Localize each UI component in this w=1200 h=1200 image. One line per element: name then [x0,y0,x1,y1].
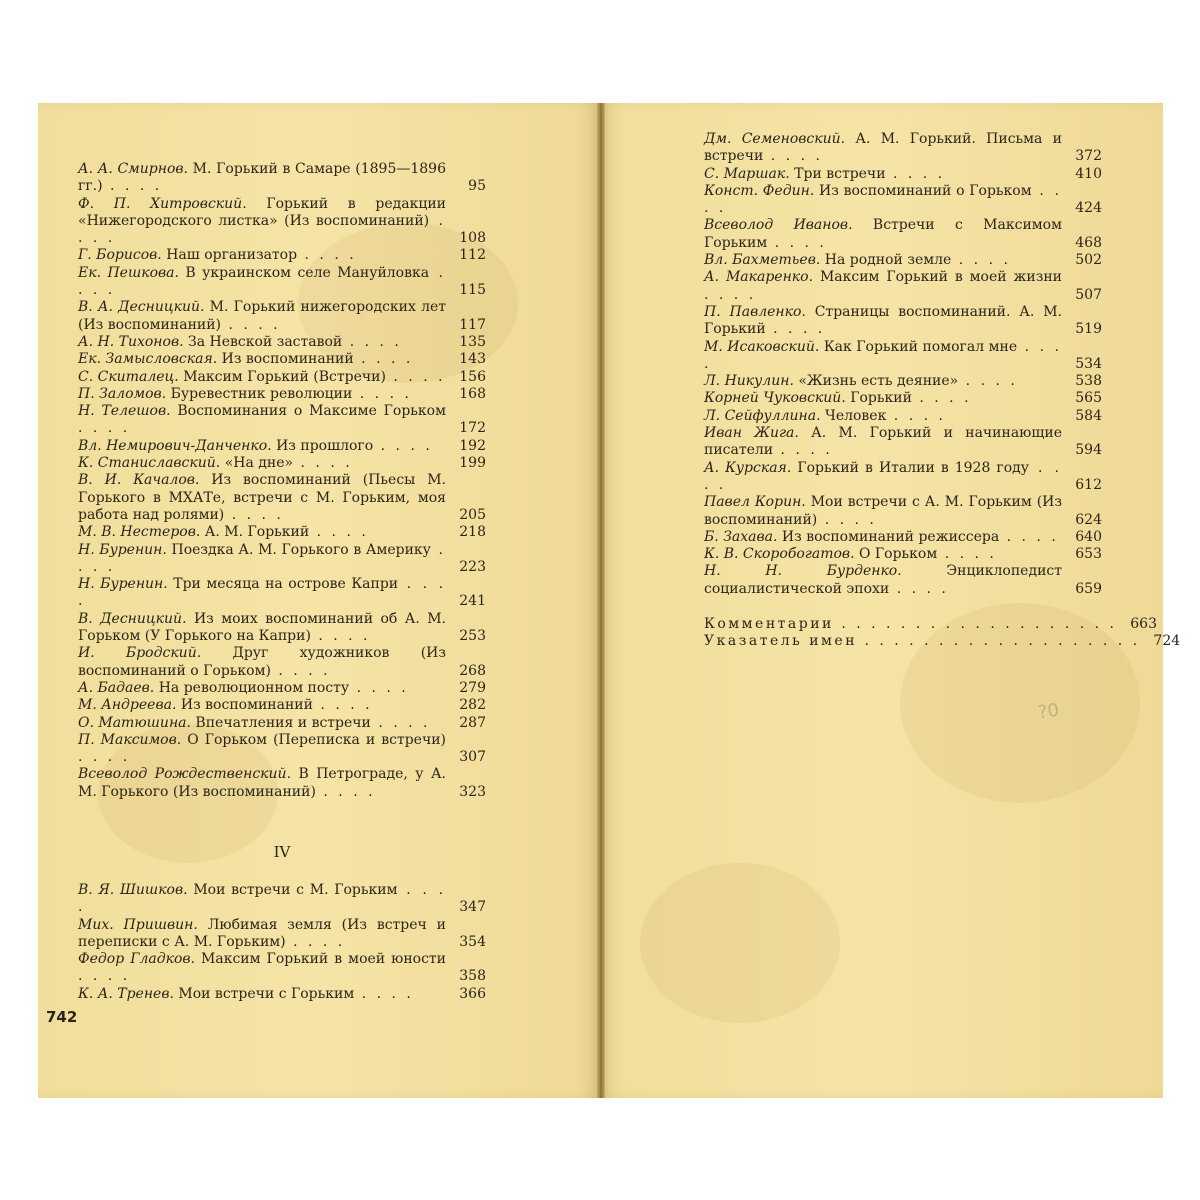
entry-text [78,645,446,680]
leader-dots: . . . . [385,368,446,385]
entry-author: К. Станиславский. [78,455,221,472]
leader-dots: . . . . [886,407,946,424]
entry-page-number: 143 [459,351,486,368]
leader-dots: . . . . [999,528,1059,545]
entry-page-number: 287 [459,714,486,731]
toc-entry [78,576,486,611]
entry-author: Г. Борисов. [78,247,162,264]
entry-page-number: 502 [1075,252,1102,269]
toc-entry [704,131,1102,166]
leader-dots: . . . . [78,541,446,575]
entry-page-number: 112 [459,247,486,264]
entry-title: О Горьком [858,546,938,563]
entry-title: Из прошлого [276,437,374,454]
entry-title: Горький в Италии в 1928 году [797,459,1030,476]
entry-title: Указатель имен [704,633,858,650]
entry-author: А. Курская. [704,459,792,476]
entry-author: О. Матюшина. [78,714,191,731]
toc-entry [78,611,486,646]
entry-title: О Горьком (Переписка и встречи) [187,731,447,748]
entry-text [78,697,446,714]
entry-text [78,542,446,577]
entry-author: Б. Захава. [704,528,778,545]
entry-title: А. М. Горький [204,524,310,541]
leader-dots: . . . . [342,333,402,350]
leader-dots: . . . . [78,264,446,299]
entry-text [78,455,446,472]
entry-page-number: 424 [1075,200,1102,217]
leader-dots: . . . . [704,338,1063,372]
entry-text [78,524,446,541]
entry-page-number: 307 [459,749,486,766]
toc-entry [704,425,1102,460]
entry-page-number: 659 [1075,580,1102,597]
entry-page-number: 268 [459,662,486,679]
entry-author: А. Бадаев. [78,679,155,696]
entry-title: Мои встречи с А. М. Горьким (Из воспоминаний) [704,494,1062,528]
entry-text [78,732,446,767]
entry-title: Мои встречи с М. Горьким [193,882,398,898]
entry-text [78,438,446,455]
pencil-mark: ?0 [1036,699,1061,724]
entry-text [704,616,1117,633]
toc-entry [704,339,1102,374]
entry-author: А. А. Смирнов. [78,161,188,177]
toc-entry [704,183,1102,218]
entry-text [704,460,1062,495]
entry-text [704,339,1062,374]
toc-entry [704,304,1102,339]
entry-author: Н. Буренин. [78,541,167,558]
leader-dots: . . . . [270,662,331,679]
leader-dots: . . . . [354,985,414,1002]
leader-dots: . . . . [312,697,373,714]
toc-entry [78,334,486,351]
entry-author: П. Павленко. [704,303,806,320]
entry-text [78,265,446,300]
leader-dots: . . . . [78,968,131,985]
leader-dots: . . . . [352,385,412,402]
entry-author: Ек. Замысловская. [78,351,218,368]
entry-author: К. А. Тренев. [78,985,174,1002]
toc-entry [78,351,486,368]
entry-title: Воспоминания о Максиме Горьком [177,403,446,420]
entry-page-number: 354 [459,933,486,950]
leader-dots: . . . . [224,506,284,523]
entry-title: М. Горький в Самаре (1895—1896 гг.) [78,161,446,195]
leader-dots: . . . . [370,714,431,731]
entry-author: В. Я. Шишков. [78,882,188,898]
entry-page-number: 410 [1075,165,1102,182]
entry-title: Три месяца на острове Капри [173,576,399,593]
entry-author: Ек. Пешкова. [78,264,179,281]
entry-title: «На дне» [224,455,294,472]
entry-text [704,633,1140,650]
leader-dots: . . . . [767,234,827,251]
entry-page-number: 584 [1075,407,1102,424]
entry-text [704,425,1062,460]
entry-title: А. М. Горький. Письма и встречи [704,131,1063,165]
left-page [38,103,600,1098]
toc-entry [704,563,1102,598]
entry-author: Мих. Пришвин. [78,916,198,933]
entry-page-number: 372 [1075,148,1102,165]
leader-dots: . . . . [817,511,877,528]
entry-title: Любимая земля (Из встреч и переписки с А. М. Горьким) [78,916,446,950]
entry-page-number: 168 [459,385,486,402]
toc-entry [78,161,486,196]
toc-entry [704,269,1102,304]
entry-author: Корней Чуковский. [704,390,846,407]
entry-author: Л. Сейфуллина. [704,407,821,424]
leader-dots: . . . . [958,373,1018,390]
leader-dots: . . . . [763,148,823,165]
entry-page-number: 172 [459,420,486,437]
leader-dots: . . . . [102,178,163,195]
entry-text [78,369,446,386]
entry-text [78,351,446,368]
leader-dots: . . . . [704,459,1062,493]
leader-dots: . . . . [765,321,826,338]
entry-title: Впечатления и встречи [195,714,371,731]
leader-dots: . . . . [310,628,371,645]
entry-text [78,299,446,334]
entry-text [78,472,446,524]
entry-title: Страницы воспоминаний. А. М. Горький [704,303,1063,338]
entry-page-number: 282 [459,697,486,714]
toc-entry [78,697,486,714]
entry-author: П. Заломов. [78,385,167,402]
leader-dots: . . . . [285,933,346,950]
entry-author: В. Десницкий. [78,610,187,627]
entry-author: М. Андреева. [78,697,177,714]
entry-title: Комментарии [704,616,834,633]
entry-text [704,131,1062,166]
entry-text [704,494,1062,529]
table-of-contents-section-iv [78,882,486,1003]
entry-page-number: 534 [1075,355,1102,372]
toc-entry [704,166,1102,183]
table-of-contents-right [704,131,1181,651]
leader-dots: . . . . [78,882,447,916]
page-number: 742 [46,1008,78,1026]
entry-text [704,529,1062,546]
entry-title: Наш организатор [166,247,298,264]
entry-author: Павел Корин. [704,494,806,511]
entry-text [704,546,1062,563]
leader-dots: . . . . . . . . . . . . . . . . . . . [833,616,1117,633]
entry-page-number: 218 [459,524,486,541]
entry-text [704,373,1062,390]
toc-entry [704,460,1102,495]
leader-dots: . . . . [889,580,949,597]
entry-page-number: 192 [459,437,486,454]
entry-page-number: 223 [459,558,486,575]
leader-dots: . . . . [885,165,946,182]
leader-dots: . . . . [704,286,757,303]
entry-title: Мои встречи с Горьким [178,985,355,1002]
entry-title: «Жизнь есть деяние» [798,373,959,390]
entry-text [78,576,446,611]
entry-page-number: 108 [459,230,486,247]
leader-dots: . . . . . . . . . . . . . . . . . . . [857,633,1141,650]
toc-entry [704,546,1102,563]
backmatter-entry [704,633,1181,650]
entry-author: С. Маршак. [704,165,790,182]
entry-text [78,917,446,952]
toc-entry [78,265,486,300]
entry-author: Всеволод Иванов. [704,217,853,234]
toc-entry [78,403,486,438]
entry-page-number: 95 [468,178,486,195]
entry-author: Вл. Немирович-Данченко. [78,437,272,454]
toc-entry [704,390,1102,407]
toc-entry [78,369,486,386]
entry-author: Л. Никулин. [704,373,794,390]
entry-title: Из воспоминаний (Пьесы М. Горького в МХАТе, встречи с М. Горьким, моя работа над ролями) [78,472,446,523]
entry-title: Из воспоминаний [180,697,313,714]
toc-entry [704,217,1102,252]
leader-dots: . . . . [911,390,972,407]
entry-page-number: 156 [459,368,486,385]
entry-text [704,252,1062,269]
entry-author: П. Максимов. [78,731,182,748]
toc-entry [704,373,1102,390]
entry-author: Федор Гладков. [78,951,195,968]
entry-title: В украинском селе Мануйловка [185,264,430,281]
entry-page-number: 468 [1075,234,1102,251]
entry-title: А. М. Горький и начинающие писатели [704,425,1063,459]
entry-author: Н. Телешов. [78,403,171,420]
leader-dots: . . . . [78,420,131,437]
entry-title: Три встречи [794,165,886,182]
toc-entry [78,882,486,917]
entry-author: А. Н. Тихонов. [78,333,184,350]
leader-dots: . . . . [373,437,433,454]
entry-author: В. А. Десницкий. [78,299,205,316]
entry-author: К. В. Скоробогатов. [704,546,855,563]
toc-entry [78,247,486,264]
entry-title: Энциклопедист социалистической эпохи [704,563,1063,597]
entry-author: В. И. Качалов. [78,472,200,489]
entry-title: Как Горький помогал мне [823,338,1018,355]
entry-page-number: 612 [1075,476,1102,493]
entry-page-number: 507 [1075,286,1102,303]
entry-page-number: 724 [1153,633,1181,650]
entry-text [78,680,446,697]
entry-page-number: 115 [459,282,486,299]
toc-entry [78,766,486,801]
entry-page-number: 135 [459,333,486,350]
entry-title: Максим Горький в моей юности [201,951,447,968]
entry-title: Человек [825,407,887,424]
toc-entry [78,645,486,680]
leader-dots: . . . . [78,749,131,766]
entry-title: На революционном посту [158,679,350,696]
entry-title: М. Горький нижегородских лет (Из воспоминаний) [78,299,446,333]
entry-page-number: 538 [1075,373,1102,390]
entry-title: Друг художников (Из воспоминаний о Горьком) [78,645,446,679]
entry-author: М. В. Нестеров. [78,524,201,541]
paper-stain [640,863,840,1023]
entry-text [78,334,446,351]
entry-page-number: 594 [1075,442,1102,459]
right-page [600,103,1181,1098]
entry-author: И. Бродский. [78,645,202,662]
entry-page-number: 565 [1075,390,1102,407]
toc-entry [704,408,1102,425]
entry-text [78,986,446,1003]
entry-text [704,390,1062,407]
leader-dots: . . . . [773,442,833,459]
entry-author: Н. Буренин. [78,576,168,593]
entry-text [704,269,1062,304]
toc-entry [78,386,486,403]
entry-text [78,386,446,403]
toc-entry [78,299,486,334]
table-of-contents-left [78,161,486,801]
entry-title: Максим Горький в моей жизни [819,269,1062,286]
leader-dots: . . . . [78,576,447,610]
leader-dots: . . . . [315,783,376,800]
toc-entry [78,680,486,697]
entry-title: Из воспоминаний [221,351,354,368]
backmatter-entry [704,616,1157,633]
leader-dots: . . . . [349,679,409,696]
entry-page-number: 358 [459,968,486,985]
entry-page-number: 347 [459,899,486,916]
toc-entry [78,438,486,455]
entry-text [704,408,1062,425]
entry-title: Из воспоминаний режиссера [781,528,1000,545]
leader-dots: . . . . [353,351,414,368]
entry-page-number: 241 [459,593,486,610]
entry-author: Дм. Семеновский. [704,131,846,147]
entry-author: Ф. П. Хитровский. [78,195,247,212]
toc-entry [78,917,486,952]
toc-entry [78,986,486,1003]
entry-author: Вл. Бахметьев. [704,252,821,269]
entry-author: Иван Жига. [704,425,799,442]
entry-author: Всеволод Рождественский. [78,766,292,783]
entry-text [78,403,446,438]
entry-page-number: 205 [459,506,486,523]
leader-dots: . . . . [309,524,369,541]
entry-page-number: 624 [1075,511,1102,528]
entry-text [78,882,446,917]
entry-page-number: 519 [1075,321,1102,338]
entry-text [704,563,1062,598]
entry-page-number: 663 [1130,616,1157,633]
entry-title: За Невской заставой [188,333,343,350]
entry-text [704,217,1062,252]
entry-text [78,196,446,248]
entry-text [78,611,446,646]
entry-text [704,183,1062,218]
entry-author: Конст. Федин. [704,182,815,199]
entry-title: Встречи с Максимом Горьким [704,217,1062,251]
leader-dots: . . . . [78,212,446,247]
toc-entry [78,196,486,248]
entry-page-number: 640 [1075,528,1102,545]
entry-title: Горький в редакции «Нижегородского листка» (Из воспоминаний) [78,195,446,229]
entry-title: Горький [850,390,912,407]
entry-text [78,715,446,732]
leader-dots: . . . . [951,252,1011,269]
entry-page-number: 199 [459,455,486,472]
entry-title: В Петрограде, у А. М. Горького (Из воспоминаний) [78,766,447,800]
toc-entry [78,524,486,541]
entry-text [704,304,1062,339]
leader-dots: . . . . [704,182,1062,217]
entry-page-number: 653 [1075,546,1102,563]
entry-title: Из воспоминаний о Горьком [819,182,1032,199]
leader-dots: . . . . [937,546,997,563]
toc-entry [704,494,1102,529]
toc-entry [78,455,486,472]
entry-title: Поездка А. М. Горького в Америку [171,541,431,558]
entry-title: Буревестник революции [170,385,353,402]
entry-author: Н. Н. Бурденко. [704,563,902,580]
entry-text [78,951,446,986]
toc-entry [704,529,1102,546]
entry-page-number: 253 [459,628,486,645]
toc-entry [704,252,1102,269]
entry-text [78,161,446,196]
section-heading: IV [273,843,291,861]
entry-title: Из моих воспоминаний об А. М. Горьком (У Горького на Капри) [78,610,447,645]
entry-text [704,166,1062,183]
leader-dots: . . . . [293,455,353,472]
entry-page-number: 366 [459,985,486,1002]
entry-author: А. Макаренко. [704,269,814,286]
toc-entry [78,542,486,577]
entry-page-number: 117 [459,316,486,333]
entry-page-number: 279 [459,679,486,696]
toc-entry [78,715,486,732]
entry-text [78,247,446,264]
book-spine-gutter [597,103,605,1098]
entry-author: М. Исаковский. [704,338,820,355]
entry-page-number: 323 [459,783,486,800]
leader-dots: . . . . [297,247,357,264]
entry-text [78,766,446,801]
entry-author: С. Скиталец. [78,368,179,385]
toc-entry [78,951,486,986]
toc-entry [78,472,486,524]
entry-title: На родной земле [824,252,952,269]
toc-entry [78,732,486,767]
leader-dots: . . . . [221,316,281,333]
entry-title: Максим Горький (Встречи) [183,368,386,385]
